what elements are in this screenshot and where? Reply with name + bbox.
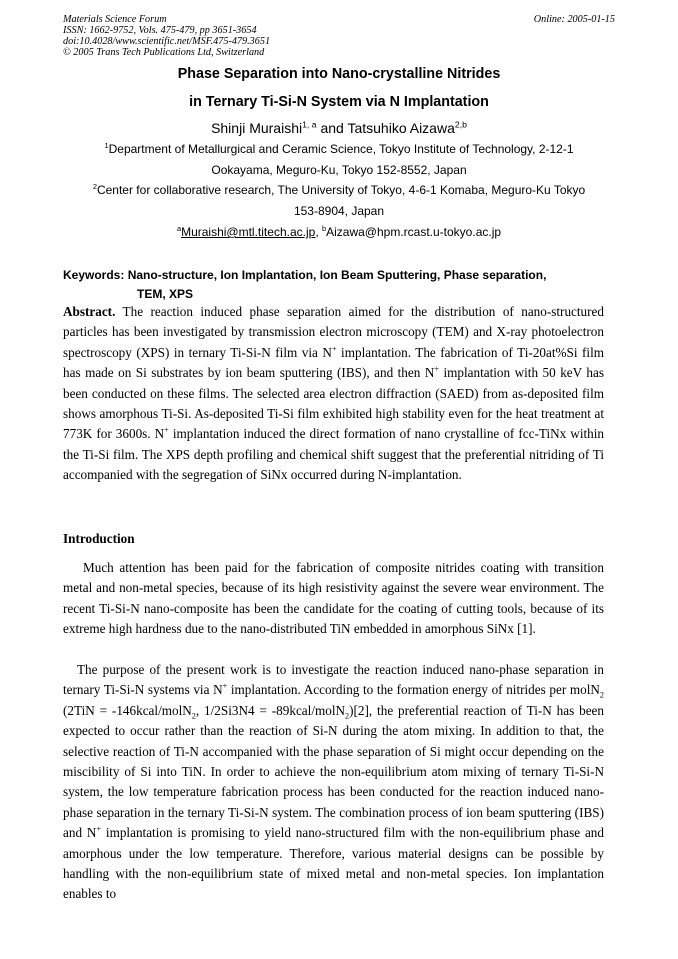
affiliation-2-mark: 2 [92,182,97,191]
keywords-block [63,266,604,304]
intro2-sup-2: + [96,824,102,834]
affiliation-1-mark: 1 [104,141,109,150]
section-heading-introduction: Introduction [63,531,135,546]
abstract-paragraph [63,302,604,486]
intro2-text-d: , 1/2Si3N4 = -89kcal/molN [195,702,346,718]
journal-header [63,14,270,58]
intro2-text-e: )[2], the preferential reaction of Ti-N has been expected to occur rather than the reaction of Si-N during the atom mixing. In addition to that, the selective reaction of Ti-N accompanied with the phase separation of Si might occur depending on the miscibility of Si into TiN. In order to achieve the non-equilibrium atom mixing of ternary Ti-Si-N system, the low temperature fabrication process has been conducted for the reaction induced nano-phase separation in the ternary Ti-Si-N system. The combination process of ion beam sputtering (IBS) and N [63,702,604,841]
intro2-text-f: implantation is promising to yield nano-structured film with the non-equilibrium phase and amorphous under the low temperature. Therefore, various material designs can be possible by handling with the non-equilibrium state of mixed metal and non-metal species. Ion implantation enables to [63,825,604,902]
intro2-text-b: implantation. According to the formation energy of nitrides per molN [227,682,600,698]
author-emails [0,225,678,239]
online-date: Online: 2005-01-15 [533,14,615,25]
abstract-text-1: The reaction induced phase separation aimed for the distribution of nano-structured particles has been investigated by transmission electron microscopy (TEM) and X-ray photoelectron spectroscopy (XPS) in ternary Ti-Si-N film via N [63,304,604,360]
abstract-label: Abstract. [63,304,116,319]
introduction-paragraph-1: Much attention has been paid for the fabrication of composite nitrides coating with transition metal and non-metal species, because of its high resistivity against the severe wear environment. The recent Ti-Si-N nano-composite has been the candidate for the coating of cutting tools, because of its extreme high hardness due to the nano-distributed TiN embedded in amorphous SiNx [1]. [63,560,604,637]
affiliation-2-line-1 [0,183,678,197]
affiliation-1-line-1 [0,142,678,156]
abstract-sup-2: + [434,364,439,374]
abstract-text-4: implantation induced the direct formation of nano crystalline of fcc-TiNx within the Ti-Si film. The XPS depth profiling and chemical shift suggest that the preferential nitriding of Ti accompanied with the segregation of SiNx occurred during N-implantation. [63,426,604,483]
affiliation-2-line-2: 153-8904, Japan [293,204,385,218]
journal-doi: doi:10.4028/www.scientific.net/MSF.475-479.3651 [63,36,271,47]
affiliation-1-line-2: Ookayama, Meguro-Ku, Tokyo 152-8552, Japan [211,163,467,177]
intro2-sub-1: 2 [599,691,604,701]
author-conjunction: and [316,120,348,136]
paper-title-line-2: in Ternary Ti-Si-N System via N Implantation [189,94,489,110]
journal-name: Materials Science Forum [63,14,167,25]
author-list [0,120,678,136]
affiliation-2-text: Center for collaborative research, The University of Tokyo, 4-6-1 Komaba, Meguro-Ku Tokyo [96,183,586,197]
intro2-text-a: The purpose of the present work is to investigate the reaction induced nano-phase separation in ternary Ti-Si-N systems via N [63,662,604,698]
keywords-line-2: TEM, XPS [137,287,194,301]
keywords-line-1: Nano-structure, Ion Implantation, Ion Beam Sputtering, Phase separation, [124,268,547,282]
email-separator: , [315,225,322,239]
author-2: Tatsuhiko Aizawa [347,120,455,136]
abstract-sup-3: + [164,426,169,436]
author-2-affiliation-mark: 2,b [454,119,467,130]
email-b-mark: b [321,224,327,233]
abstract-text-2: implantation. The fabrication of Ti-20at%Si film has made on Si substrates by ion beam sputtering (IBS), and then N [63,344,604,381]
abstract-text-3: implantation with 50 keV has been conducted on these films. The selected area electron diffraction (SAED) from as-deposited film shows amorphous Ti-Si. As-deposited Ti-Si film exhibited high stability even for the heat treatment at 773K for 3600s. N [63,365,604,442]
author-1: Shinji Muraishi [211,120,303,136]
intro2-text-c: (2TiN = -146kcal/molN [63,702,192,718]
journal-issn: ISSN: 1662-9752, Vols. 475-479, pp 3651-3654 [63,25,257,36]
journal-copyright: © 2005 Trans Tech Publications Ltd, Switzerland [63,47,265,58]
intro2-sub-2: 2 [191,711,196,721]
abstract-sup-1: + [331,344,337,354]
author-1-affiliation-mark: 1, a [302,119,317,130]
email-a-mark: a [176,224,182,233]
keywords-label: Keywords: [63,268,125,282]
email-link-a[interactable]: Muraishi@mtl.titech.ac.jp [181,225,316,239]
introduction-paragraph-2 [63,660,604,905]
intro2-sup-1: + [222,682,228,692]
intro2-sub-3: 2 [345,711,350,721]
affiliation-1-text: Department of Metallurgical and Ceramic Science, Tokyo Institute of Technology, 2-12-1 [108,142,574,156]
paper-title-line-1: Phase Separation into Nano-crystalline Nitrides [177,66,501,82]
email-b: Aizawa@hpm.rcast.u-tokyo.ac.jp [326,225,502,239]
